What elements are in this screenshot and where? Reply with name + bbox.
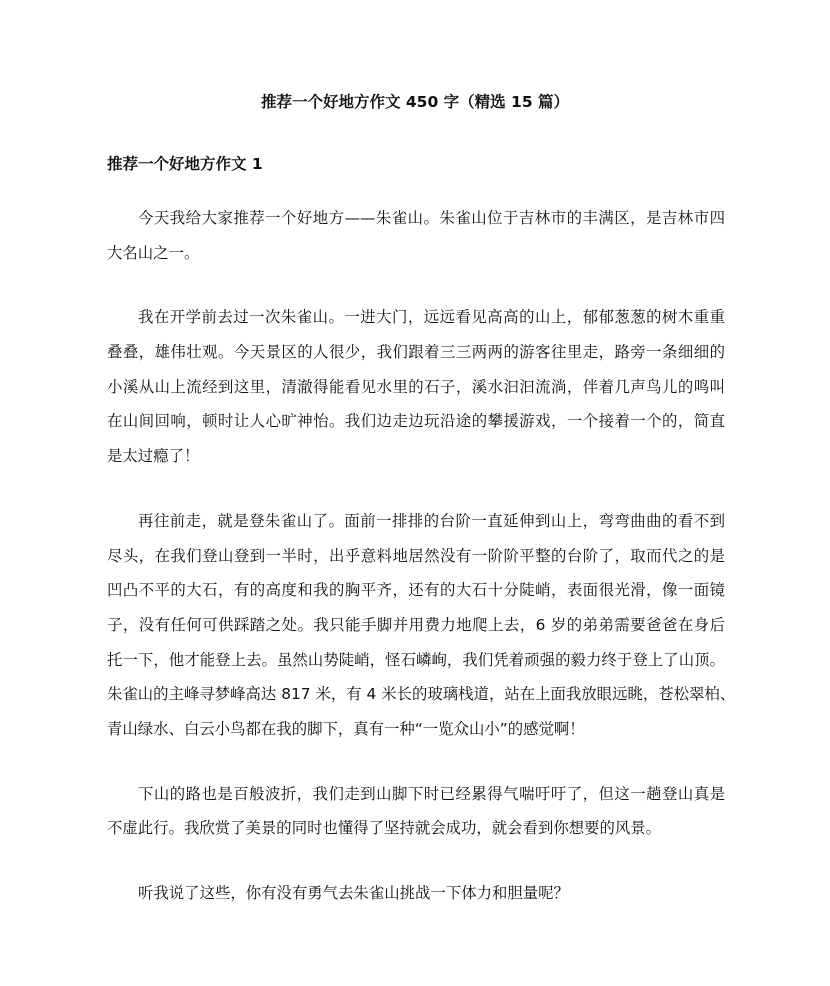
paragraph-line: 大名山之一。: [107, 243, 200, 262]
paragraph: [107, 504, 736, 747]
paragraph-line: 在山间回响，顿时让人心旷神怡。我们边走边玩沿途的攀援游戏，一个接着一个的，简直: [107, 412, 725, 431]
document-title: 推荐一个好地方作文 450 字（精选 15 篇）: [260, 93, 569, 111]
paragraph: [107, 201, 725, 270]
paragraph-line: 我在开学前去过一次朱雀山。一进大门，远远看见高高的山上，郁郁葱葱的树木重重: [138, 308, 725, 327]
paragraph-line: 不虚此行。我欣赏了美景的同时也懂得了坚持就会成功，就会看到你想要的风景。: [107, 819, 662, 838]
paragraph-line: 凹凸不平的大石，有的高度和我的胸平齐，还有的大石十分陡峭，表面很光滑，像一面镜: [107, 581, 725, 600]
paragraph-line: 叠叠，雄伟壮观。今天景区的人很少，我们跟着三三两两的游客往里走，路旁一条细细的: [107, 343, 725, 362]
paragraph: [107, 876, 725, 911]
paragraph-line: 朱雀山的主峰寻梦峰高达 817 米，有 4 米长的玻璃栈道，站在上面我放眼远眺，苍松翠柏、: [107, 685, 736, 704]
paragraph: [107, 777, 725, 846]
paragraph-line: 再往前走，就是登朱雀山了。面前一排排的台阶一直延伸到山上，弯弯曲曲的看不到: [138, 511, 725, 530]
section-heading: 推荐一个好地方作文 1: [107, 155, 263, 173]
paragraph-line: 托一下，他才能登上去。虽然山势陡峭，怪石嶙峋，我们凭着顽强的毅力终于登上了山顶。: [107, 650, 725, 669]
paragraph-line: 小溪从山上流经到这里，清澈得能看见水里的石子，溪水汩汩流淌，伴着几声鸟儿的鸣叫: [107, 377, 725, 396]
paragraph-line: 青山绿水、白云小鸟都在我的脚下，真有一种“一览众山小”的感觉啊！: [107, 719, 585, 738]
paragraph: [107, 300, 725, 473]
paragraph-line: 是太过瘾了！: [107, 447, 200, 466]
document-body: [107, 201, 736, 941]
paragraph-line: 子，没有任何可供踩踏之处。我只能手脚并用费力地爬上去，6 岁的弟弟需要爸爸在身后: [107, 615, 725, 634]
paragraph-line: 今天我给大家推荐一个好地方——朱雀山。朱雀山位于吉林市的丰满区，是吉林市四: [138, 209, 725, 227]
paragraph-line: 下山的路也是百般波折，我们走到山脚下时已经累得气喘吁吁了，但这一趟登山真是: [138, 784, 725, 803]
paragraph-line: 尽头，在我们登山登到一半时，出乎意料地居然没有一阶阶平整的台阶了，取而代之的是: [107, 546, 725, 565]
paragraph-line: 听我说了这些，你有没有勇气去朱雀山挑战一下体力和胆量呢？: [138, 884, 569, 902]
